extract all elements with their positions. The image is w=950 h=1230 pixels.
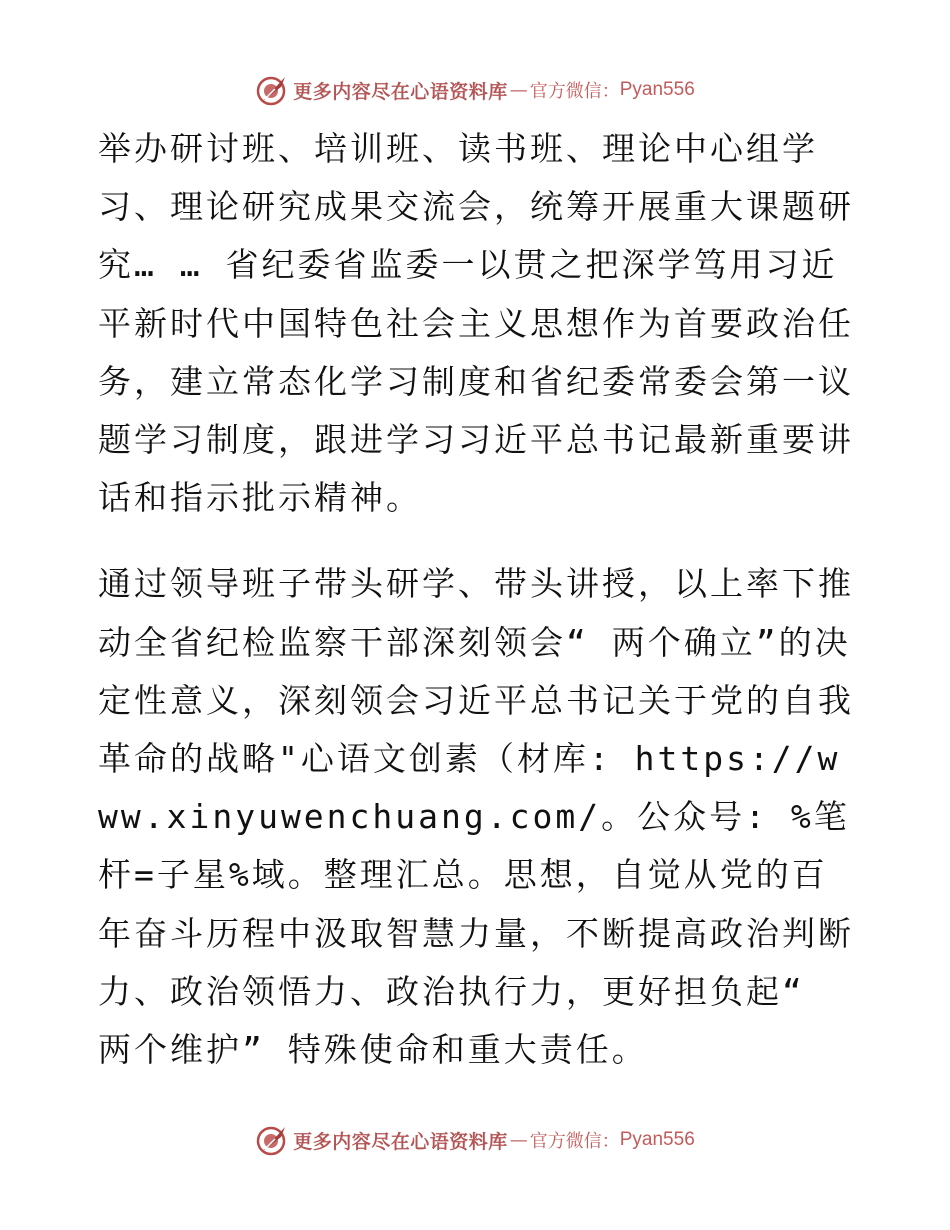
footer-watermark-banner [0,1120,950,1160]
banner-dash: — [509,1129,528,1151]
banner-brand-text: 更多内容尽在心语资料库 [293,80,508,103]
banner-wechat-id: Pyan556 [619,1129,695,1150]
banner-wechat-label: 官方微信： [529,81,620,102]
document-body [98,120,858,1079]
banner-brand-text: 更多内容尽在心语资料库 [293,1130,508,1153]
banner-dash: — [509,79,528,101]
banner-wechat-label: 官方微信： [529,1131,620,1152]
banner-wechat-id: Pyan556 [619,79,695,100]
paragraph-1: 举办研讨班、培训班、读书班、理论中心组学习、理论研究成果交流会，统筹开展重大课题研究… … 省纪委省监委一以贯之把深学笃用习近平新时代中国特色社会主义思想作为首要政治任务，建立常态化学习制度和省纪委常委会第一议题学习制度，跟进学习习近平总书记最新重要讲话和指示批示精神。 [98,129,854,518]
header-watermark-banner [0,70,950,110]
paragraph-2: 通过领导班子带头研学、带头讲授，以上率下推动全省纪检监察干部深刻领会“ 两个确立”的决定性意义，深刻领会习近平总书记关于党的自我革命的战略"心语文创素（材库: https://www.xinyuwenchuang.com/。公众号: %笔杆=子星%域。整理汇总。思想，自觉从党的百年奋斗历程中汲取智慧力量，不断提高政治判断力、政治领悟力、政治执行力，更好担负起“ 两个维护” 特殊使命和重大责任。 [98,564,854,1070]
quill-logo-icon [255,73,289,107]
quill-logo-icon [255,1123,289,1157]
